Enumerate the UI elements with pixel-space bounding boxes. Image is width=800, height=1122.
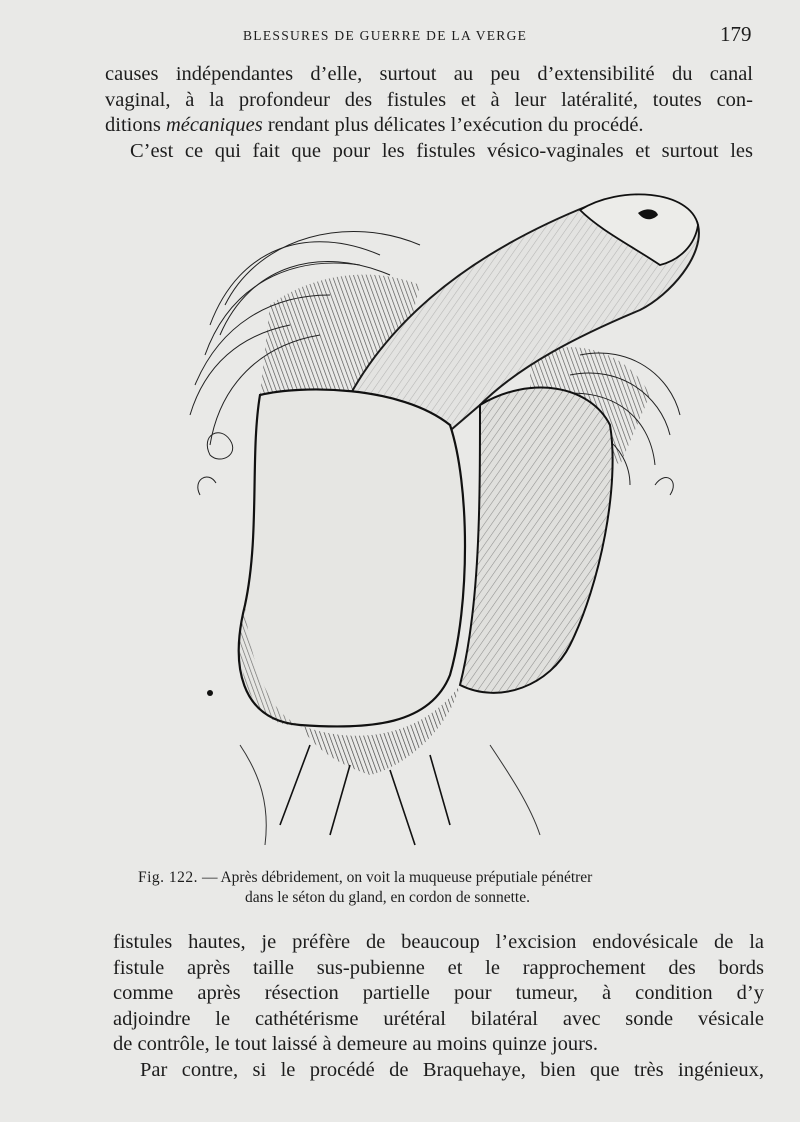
engraving-illustration [150, 185, 720, 855]
left-pouch-outline [239, 389, 465, 726]
paragraph-line: comme après résection partielle pour tumeur, à condition d’y [113, 982, 764, 1004]
paragraph-line: vaginal, à la profondeur des fistules et à leur latéralité, toutes con- [105, 88, 753, 111]
caption-line: dans le séton du gland, en cordon de sonnette. [245, 889, 530, 906]
ink-dot [207, 690, 213, 696]
figure-label: Fig. 122. [138, 869, 199, 886]
page-header [0, 22, 800, 48]
paragraph-line: adjoindre le cathétérisme urétéral bilatéral avec sonde vésicale [113, 1007, 764, 1030]
page-number: 179 [720, 22, 752, 46]
line-text: ditions [105, 114, 166, 136]
paragraph-line [105, 113, 644, 139]
paragraph-line: de contrôle, le tout laissé à demeure au moins quinze jours. [113, 1033, 599, 1055]
paragraph-line: causes indépendantes d’elle, surtout au peu d’extensibilité du canal [105, 63, 753, 85]
paragraph-line: C’est ce qui fait que pour les fistules vésico-vaginales et surtout les [130, 139, 753, 162]
figure-illustration [150, 185, 720, 855]
caption-text: — Après débridement, on voit la muqueuse préputiale pénétrer [198, 869, 593, 886]
line-text: rendant plus délicates l’exécution du procédé. [262, 114, 644, 136]
caption-line [138, 868, 592, 888]
running-title: BLESSURES DE GUERRE DE LA VERGE [243, 28, 528, 43]
paragraph-line: Par contre, si le procédé de Braquehaye, bien que très ingénieux, [140, 1058, 764, 1081]
paragraph-line: fistules hautes, je préfère de beaucoup l’excision endovésicale de la [113, 931, 764, 953]
paragraph-line: fistule après taille sus-pubienne et le rapprochement des bords [113, 956, 764, 979]
italic-word: mécaniques [165, 114, 263, 136]
